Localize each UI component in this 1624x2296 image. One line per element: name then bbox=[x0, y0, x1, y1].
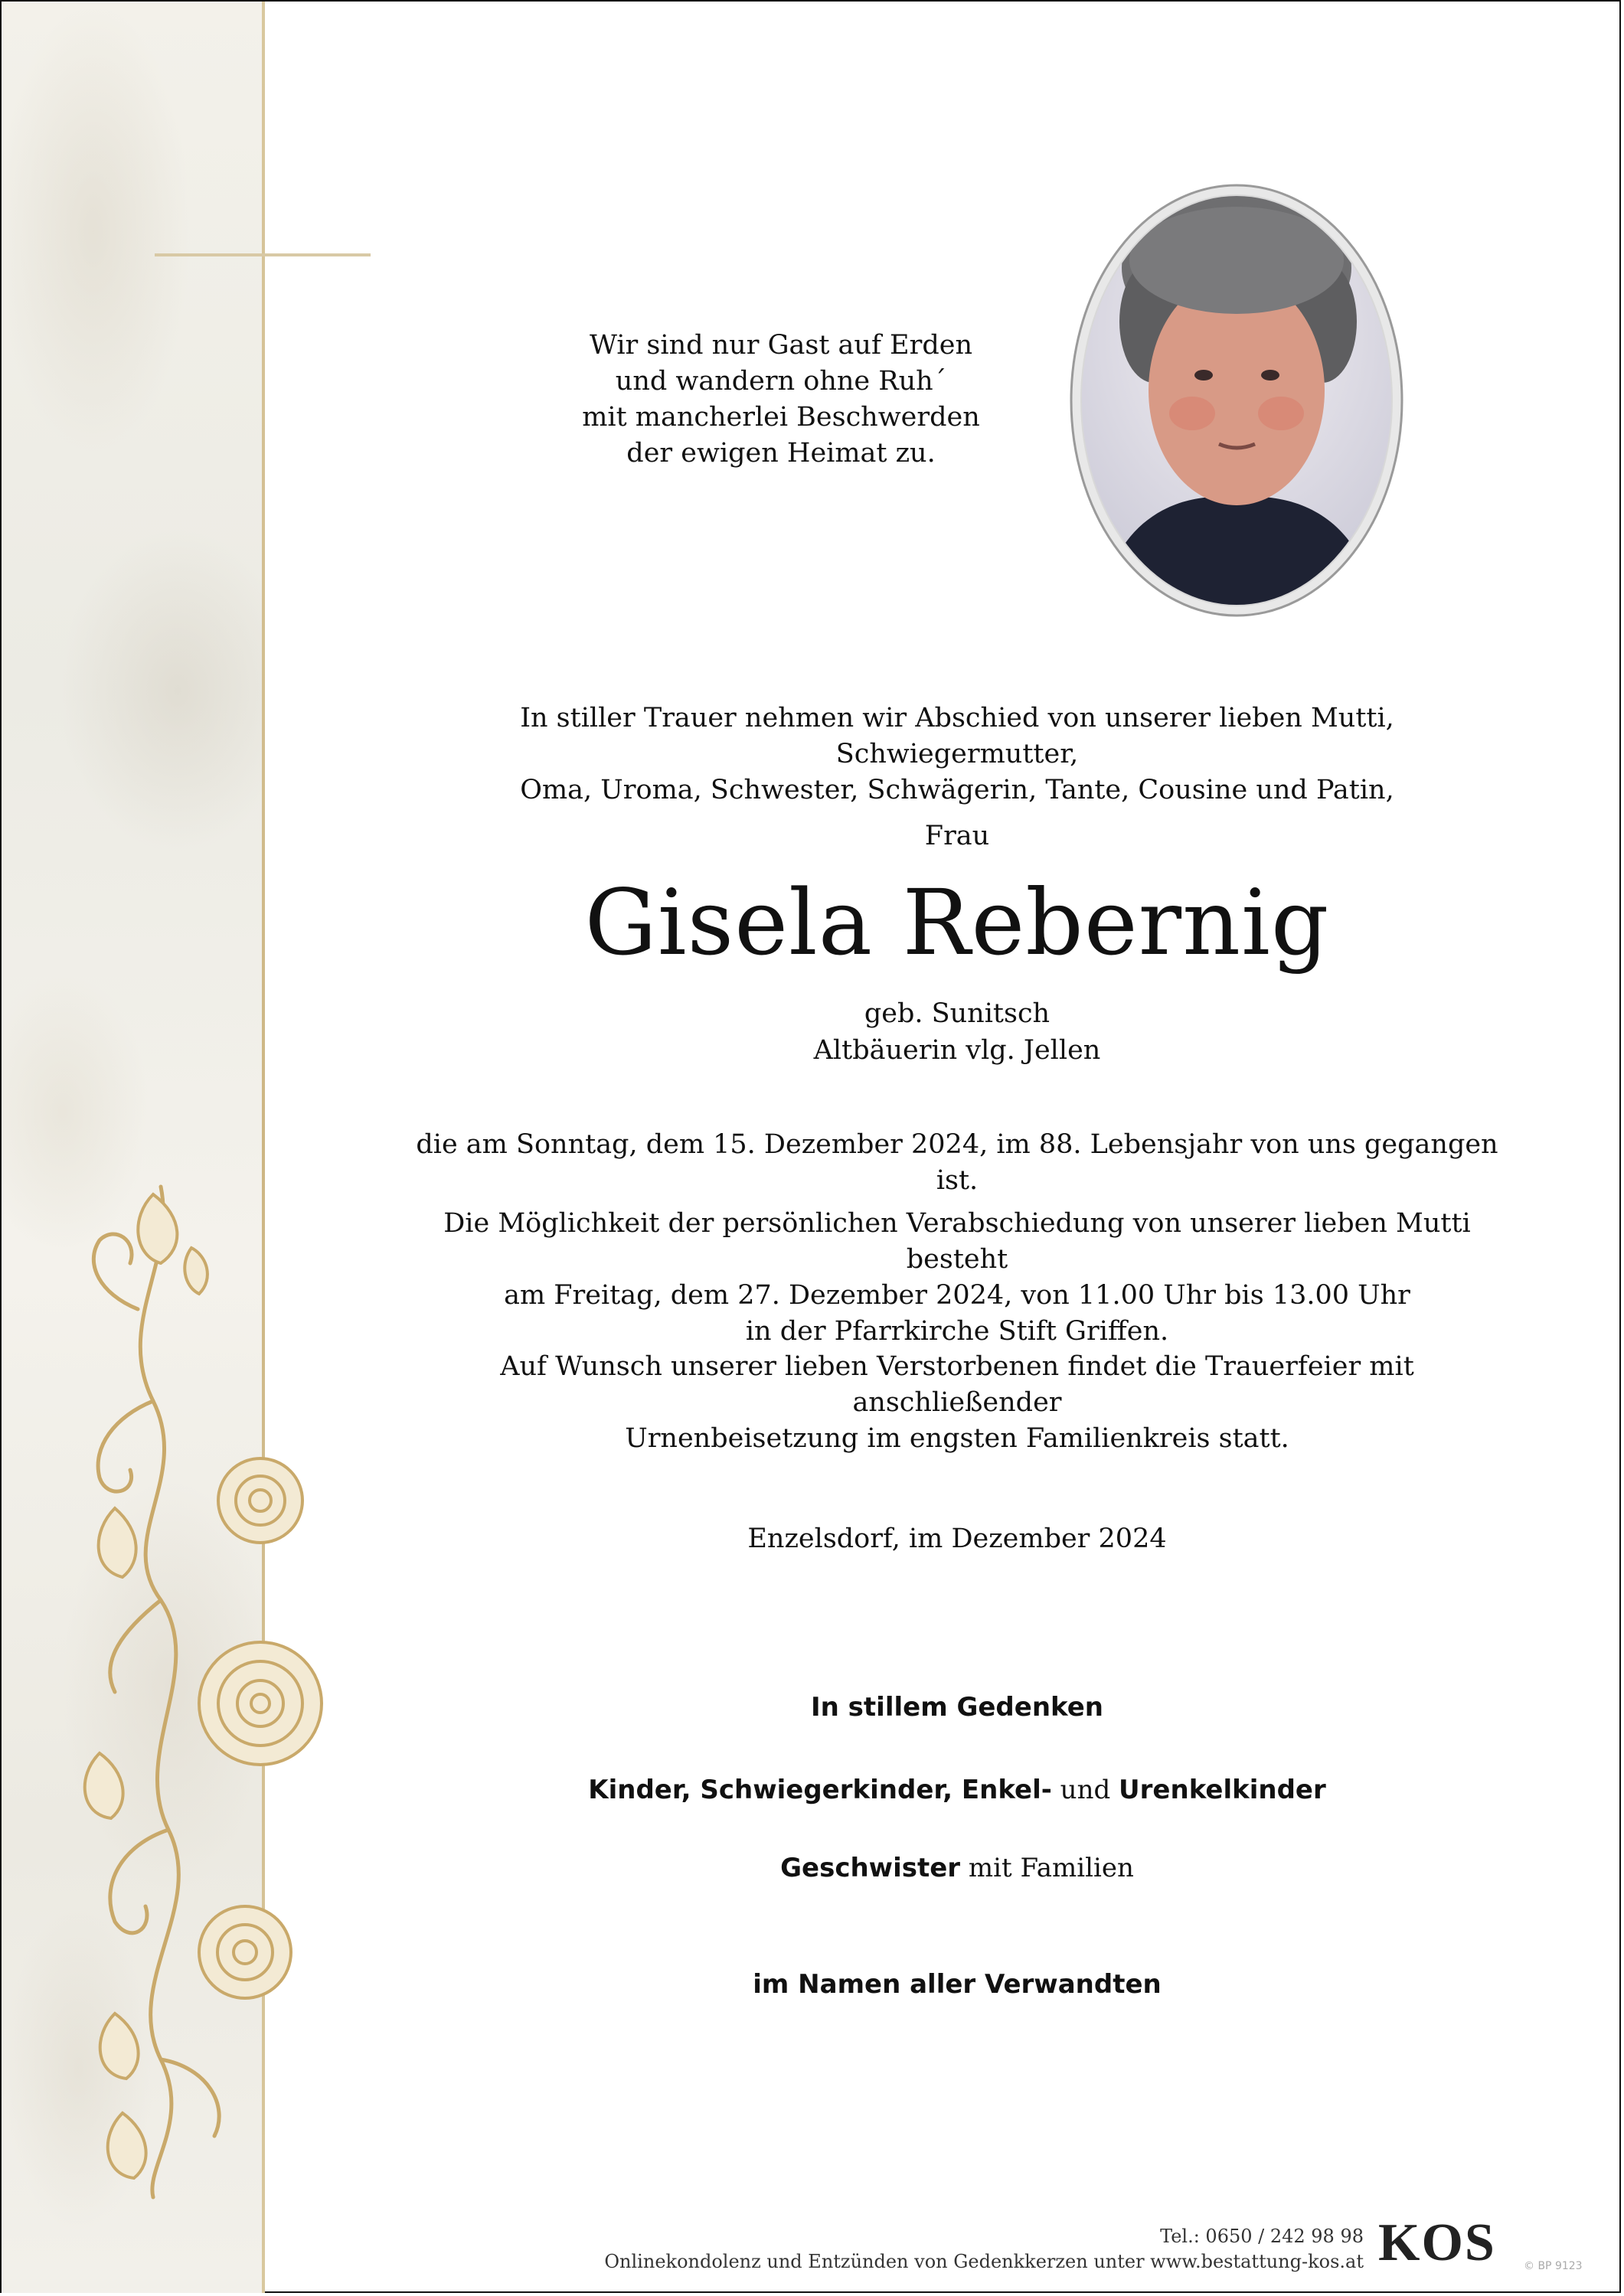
place-date: Enzelsdorf, im Dezember 2024 bbox=[747, 1524, 1167, 1554]
urn-notice bbox=[413, 1349, 1501, 1457]
rose-ornament-icon bbox=[69, 1171, 345, 2213]
poem-line: mit mancherlei Beschwerden bbox=[582, 402, 980, 433]
farewell-line: Die Möglichkeit der persönlichen Verabschiedung von unserer lieben Mutti besteht bbox=[443, 1208, 1471, 1275]
farewell-line: am Freitag, dem 27. Dezember 2024, von 11.00 Uhr bis 13.00 Uhr bbox=[504, 1280, 1410, 1311]
portrait-photo bbox=[1070, 184, 1403, 617]
urn-line: Auf Wunsch unserer lieben Verstorbenen findet die Trauerfeier mit anschließender bbox=[500, 1351, 1414, 1418]
children-text: Kinder, Schwiegerkinder, Enkel- bbox=[588, 1775, 1052, 1805]
deceased-name: Gisela Rebernig bbox=[584, 870, 1330, 975]
deceased-title: Altbäuerin vlg. Jellen bbox=[813, 1035, 1101, 1066]
memory-heading: In stillem Gedenken bbox=[810, 1692, 1103, 1723]
death-notice: die am Sonntag, dem 15. Dezember 2024, im 88. Lebensjahr von uns gegangen ist. bbox=[416, 1129, 1498, 1196]
intro-line: In stiller Trauer nehmen wir Abschied von unserer lieben Mutti, Schwiegermutter, bbox=[520, 703, 1394, 769]
great-grandchildren-text: Urenkelkinder bbox=[1119, 1775, 1326, 1805]
urn-line: Urnenbeisetzung im engsten Familienkreis statt. bbox=[625, 1423, 1289, 1454]
poem-line: und wandern ohne Ruh´ bbox=[615, 366, 947, 397]
poem bbox=[582, 328, 980, 472]
farewell-notice bbox=[413, 1206, 1501, 1350]
print-code: © BP 9123 bbox=[1524, 2260, 1583, 2272]
intro-line: Oma, Uroma, Schwester, Schwägerin, Tante, Cousine und Patin, bbox=[520, 775, 1394, 805]
poem-line: Wir sind nur Gast auf Erden bbox=[590, 330, 972, 361]
mourners-relatives: im Namen aller Verwandten bbox=[753, 1969, 1162, 2000]
salutation: Frau bbox=[924, 821, 990, 851]
farewell-line: in der Pfarrkirche Stift Griffen. bbox=[745, 1316, 1169, 1347]
footer-phone: Tel.: 0650 / 242 98 98 bbox=[1160, 2226, 1364, 2247]
cross-bar bbox=[155, 253, 371, 256]
poem-line: der ewigen Heimat zu. bbox=[626, 438, 936, 469]
footer-online-link[interactable]: Onlinekondolenz und Entzünden von Gedenkkerzen unter www.bestattung-kos.at bbox=[604, 2251, 1364, 2272]
kos-logo: KOS bbox=[1378, 2213, 1496, 2272]
children-and: und bbox=[1051, 1775, 1119, 1805]
maiden-name: geb. Sunitsch bbox=[864, 998, 1051, 1029]
intro-text bbox=[429, 701, 1485, 808]
siblings-text: Geschwister bbox=[780, 1853, 961, 1883]
mourners-siblings bbox=[613, 1853, 1302, 1883]
siblings-families: mit Familien bbox=[960, 1853, 1134, 1883]
mourners-children bbox=[459, 1775, 1455, 1805]
